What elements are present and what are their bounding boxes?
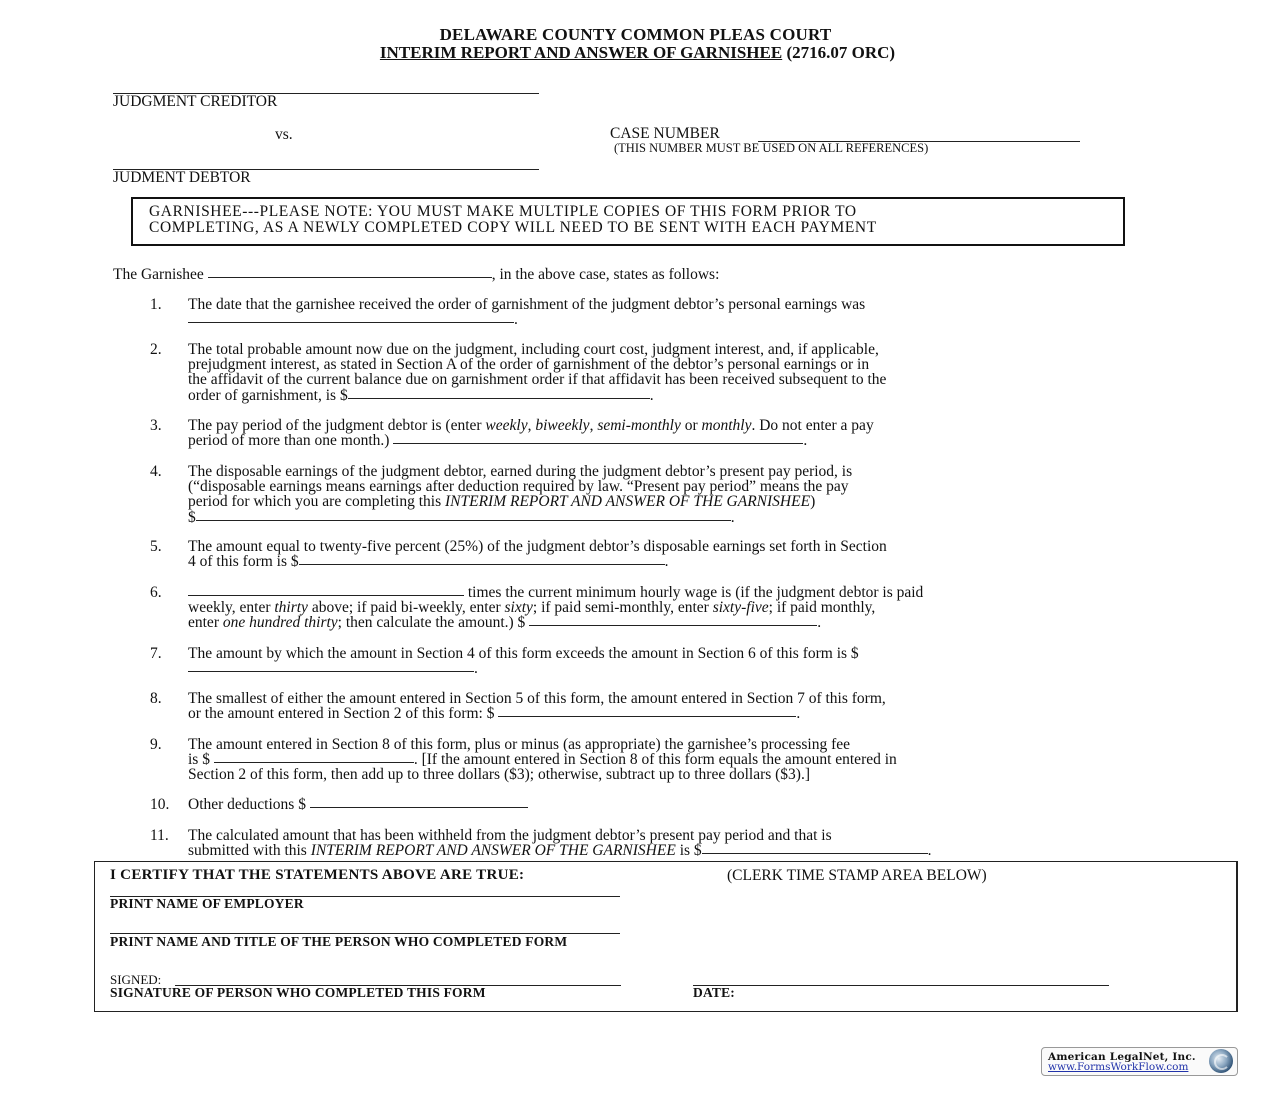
dollar-sign: $ [188, 508, 196, 526]
item-text: weekly, enter [188, 599, 275, 617]
option-biweekly: biweekly [535, 417, 590, 434]
garnishee-intro [113, 266, 719, 284]
punctuation: . [664, 553, 669, 571]
value-thirty: thirty [274, 599, 308, 617]
item-number: 4. [150, 463, 162, 480]
employer-name-label: PRINT NAME OF EMPLOYER [110, 896, 304, 911]
item-text: prejudgment interest, as stated in Section A of the order of garnishment of the debtor’s personal earnings or in [188, 356, 870, 374]
option-weekly: weekly [485, 417, 528, 434]
punctuation: . [803, 432, 808, 450]
punctuation: . [927, 842, 932, 860]
item-text: ; if paid monthly, [768, 599, 876, 617]
item-text: times the current minimum hourly wage is (if the judgment debtor is paid [464, 584, 924, 601]
punctuation: . [817, 614, 822, 632]
vs-label: vs. [275, 126, 293, 143]
item-text: The calculated amount that has been withheld from the judgment debtor’s present pay period and that is [188, 827, 832, 844]
judgment-creditor-label: JUDGMENT CREDITOR [113, 93, 278, 110]
item-text: above; if paid bi-weekly, enter [307, 599, 505, 617]
form-title-underlined: INTERIM REPORT AND ANSWER OF GARNISHEE [379, 43, 783, 62]
item-text: . [If the amount entered in Section 8 of this form equals the amount entered in [413, 751, 897, 769]
item-text: The pay period of the judgment debtor is (enter [188, 417, 486, 434]
item-text: The smallest of either the amount entered in Section 5 of this form, the amount entered in Section 7 of this form, [188, 690, 886, 707]
statute-reference: (2716.07 ORC) [786, 43, 896, 62]
punctuation: . [474, 660, 478, 678]
garnishee-notice-box [131, 197, 1125, 246]
notice-line-1: GARNISHEE---PLEASE NOTE: YOU MUST MAKE MULTIPLE COPIES OF THIS FORM PRIOR TO [149, 203, 857, 220]
item-text: The date that the garnishee received the order of garnishment of the judgment debtor’s personal earnings was [188, 296, 866, 313]
item-number: 1. [150, 296, 162, 313]
item-text: is $ [188, 751, 214, 769]
item-number: 9. [150, 736, 162, 753]
item-text: Other deductions $ [188, 796, 310, 813]
clerk-stamp-label: (CLERK TIME STAMP AREA BELOW) [727, 867, 987, 884]
item-number: 3. [150, 417, 162, 434]
item-number: 2. [150, 341, 162, 358]
other-deductions-field[interactable] [310, 806, 528, 808]
item-text: . Do not enter a pay [751, 417, 874, 434]
form-title [0, 43, 1275, 63]
item-text: The amount equal to twenty-five percent (25%) of the judgment debtor’s disposable earnings set forth in Section [188, 538, 887, 555]
notice-line-2: COMPLETING, AS A NEWLY COMPLETED COPY WILL NEED TO BE SENT WITH EACH PAYMENT [149, 219, 877, 236]
item-text: The amount by which the amount in Section 4 of this form exceeds the amount in Section 6 of this form is $ [188, 645, 859, 662]
total-probable-amount-field[interactable] [348, 397, 650, 399]
item-text: 4 of this form is $ [188, 553, 299, 571]
american-legalnet-logo[interactable] [1041, 1047, 1238, 1076]
minimum-wage-amount-field[interactable] [529, 624, 817, 626]
globe-icon [1209, 1049, 1233, 1073]
company-name: American LegalNet, Inc. [1048, 1051, 1196, 1063]
item-text: or the amount entered in Section 2 of this form: $ [188, 705, 499, 723]
item-text: ) [810, 493, 816, 511]
case-number-note: (THIS NUMBER MUST BE USED ON ALL REFERENCES) [614, 141, 929, 155]
punctuation: . [796, 705, 801, 723]
item-number: 7. [150, 645, 162, 662]
separator: or [680, 417, 702, 434]
pay-period-field[interactable] [393, 442, 803, 444]
excess-amount-field[interactable] [188, 670, 474, 672]
person-name-title-label: PRINT NAME AND TITLE OF THE PERSON WHO COMPLETED FORM [110, 934, 568, 949]
punctuation: . [730, 508, 735, 526]
intro-suffix: , in the above case, states as follows: [491, 266, 720, 283]
value-one-hundred-thirty: one hundred thirty [222, 614, 338, 632]
item-text: enter [188, 614, 223, 632]
intro-prefix: The Garnishee [113, 266, 204, 283]
garnishment-received-date-field[interactable] [188, 321, 514, 323]
hours-multiplier-field[interactable] [188, 594, 464, 596]
option-monthly: monthly [701, 417, 752, 434]
item-text: order of garnishment, is $ [188, 386, 348, 404]
option-semi-monthly: semi-monthly [597, 417, 681, 434]
smallest-amount-field[interactable] [498, 715, 796, 717]
certification-box [94, 861, 1238, 1012]
website-link[interactable]: www.FormsWorkFlow.com [1048, 1061, 1189, 1073]
item-text: the affidavit of the current balance due on garnishment order if that affidavit has been received subsequent to the [188, 371, 887, 389]
item-text: period of more than one month.) [188, 432, 394, 450]
item-text: (“disposable earnings means earnings after deduction required by law. “Present pay period” means the pay [188, 478, 849, 496]
twenty-five-percent-amount-field[interactable] [299, 563, 665, 565]
form-name-italic: INTERIM REPORT AND ANSWER OF THE GARNISHEE [444, 493, 811, 511]
signed-label: SIGNED: [110, 972, 162, 987]
punctuation: . [514, 311, 518, 329]
separator: , [589, 417, 598, 434]
notice-text [149, 204, 877, 236]
signature-label: SIGNATURE OF PERSON WHO COMPLETED THIS FORM [110, 985, 486, 1000]
item-text: ; if paid semi-monthly, enter [532, 599, 713, 617]
court-name: DELAWARE COUNTY COMMON PLEAS COURT [439, 25, 832, 44]
garnishee-name-field[interactable] [208, 276, 492, 278]
separator: , [527, 417, 536, 434]
item-text: The disposable earnings of the judgment debtor, earned during the judgment debtor’s present pay period, is [188, 463, 853, 480]
item-text: period for which you are completing this [188, 493, 445, 511]
withheld-amount-field[interactable] [702, 852, 928, 854]
disposable-earnings-field[interactable] [196, 519, 731, 521]
item-text: The amount entered in Section 8 of this form, plus or minus (as appropriate) the garnishee’s processing fee [188, 736, 851, 753]
punctuation: . [649, 386, 654, 404]
item-number: 5. [150, 538, 162, 555]
item-number: 11. [150, 827, 169, 844]
item-text: Section 2 of this form, then add up to three dollars ($3); otherwise, subtract up to three dollars ($3).] [188, 766, 810, 784]
processing-fee-amount-field[interactable] [214, 761, 414, 763]
judgment-debtor-label: JUDMENT DEBTOR [113, 169, 251, 186]
item-number: 8. [150, 690, 162, 707]
item-number: 10. [150, 796, 170, 813]
form-name-italic: INTERIM REPORT AND ANSWER OF THE GARNISHEE [310, 842, 676, 860]
certification-heading: I CERTIFY THAT THE STATEMENTS ABOVE ARE TRUE: [110, 867, 525, 883]
item-number: 6. [150, 584, 162, 601]
item-text: submitted with this [188, 842, 311, 860]
date-field[interactable] [693, 985, 1109, 986]
item-text: ; then calculate the amount.) $ [337, 614, 530, 632]
item-text: is $ [675, 842, 702, 860]
case-number-label: CASE NUMBER [610, 125, 720, 142]
item-text: The total probable amount now due on the judgment, including court cost, judgment interest, and, if applicable, [188, 341, 879, 358]
value-sixty-five: sixty-five [712, 599, 769, 617]
date-label: DATE: [693, 985, 736, 1000]
value-sixty: sixty [504, 599, 533, 617]
